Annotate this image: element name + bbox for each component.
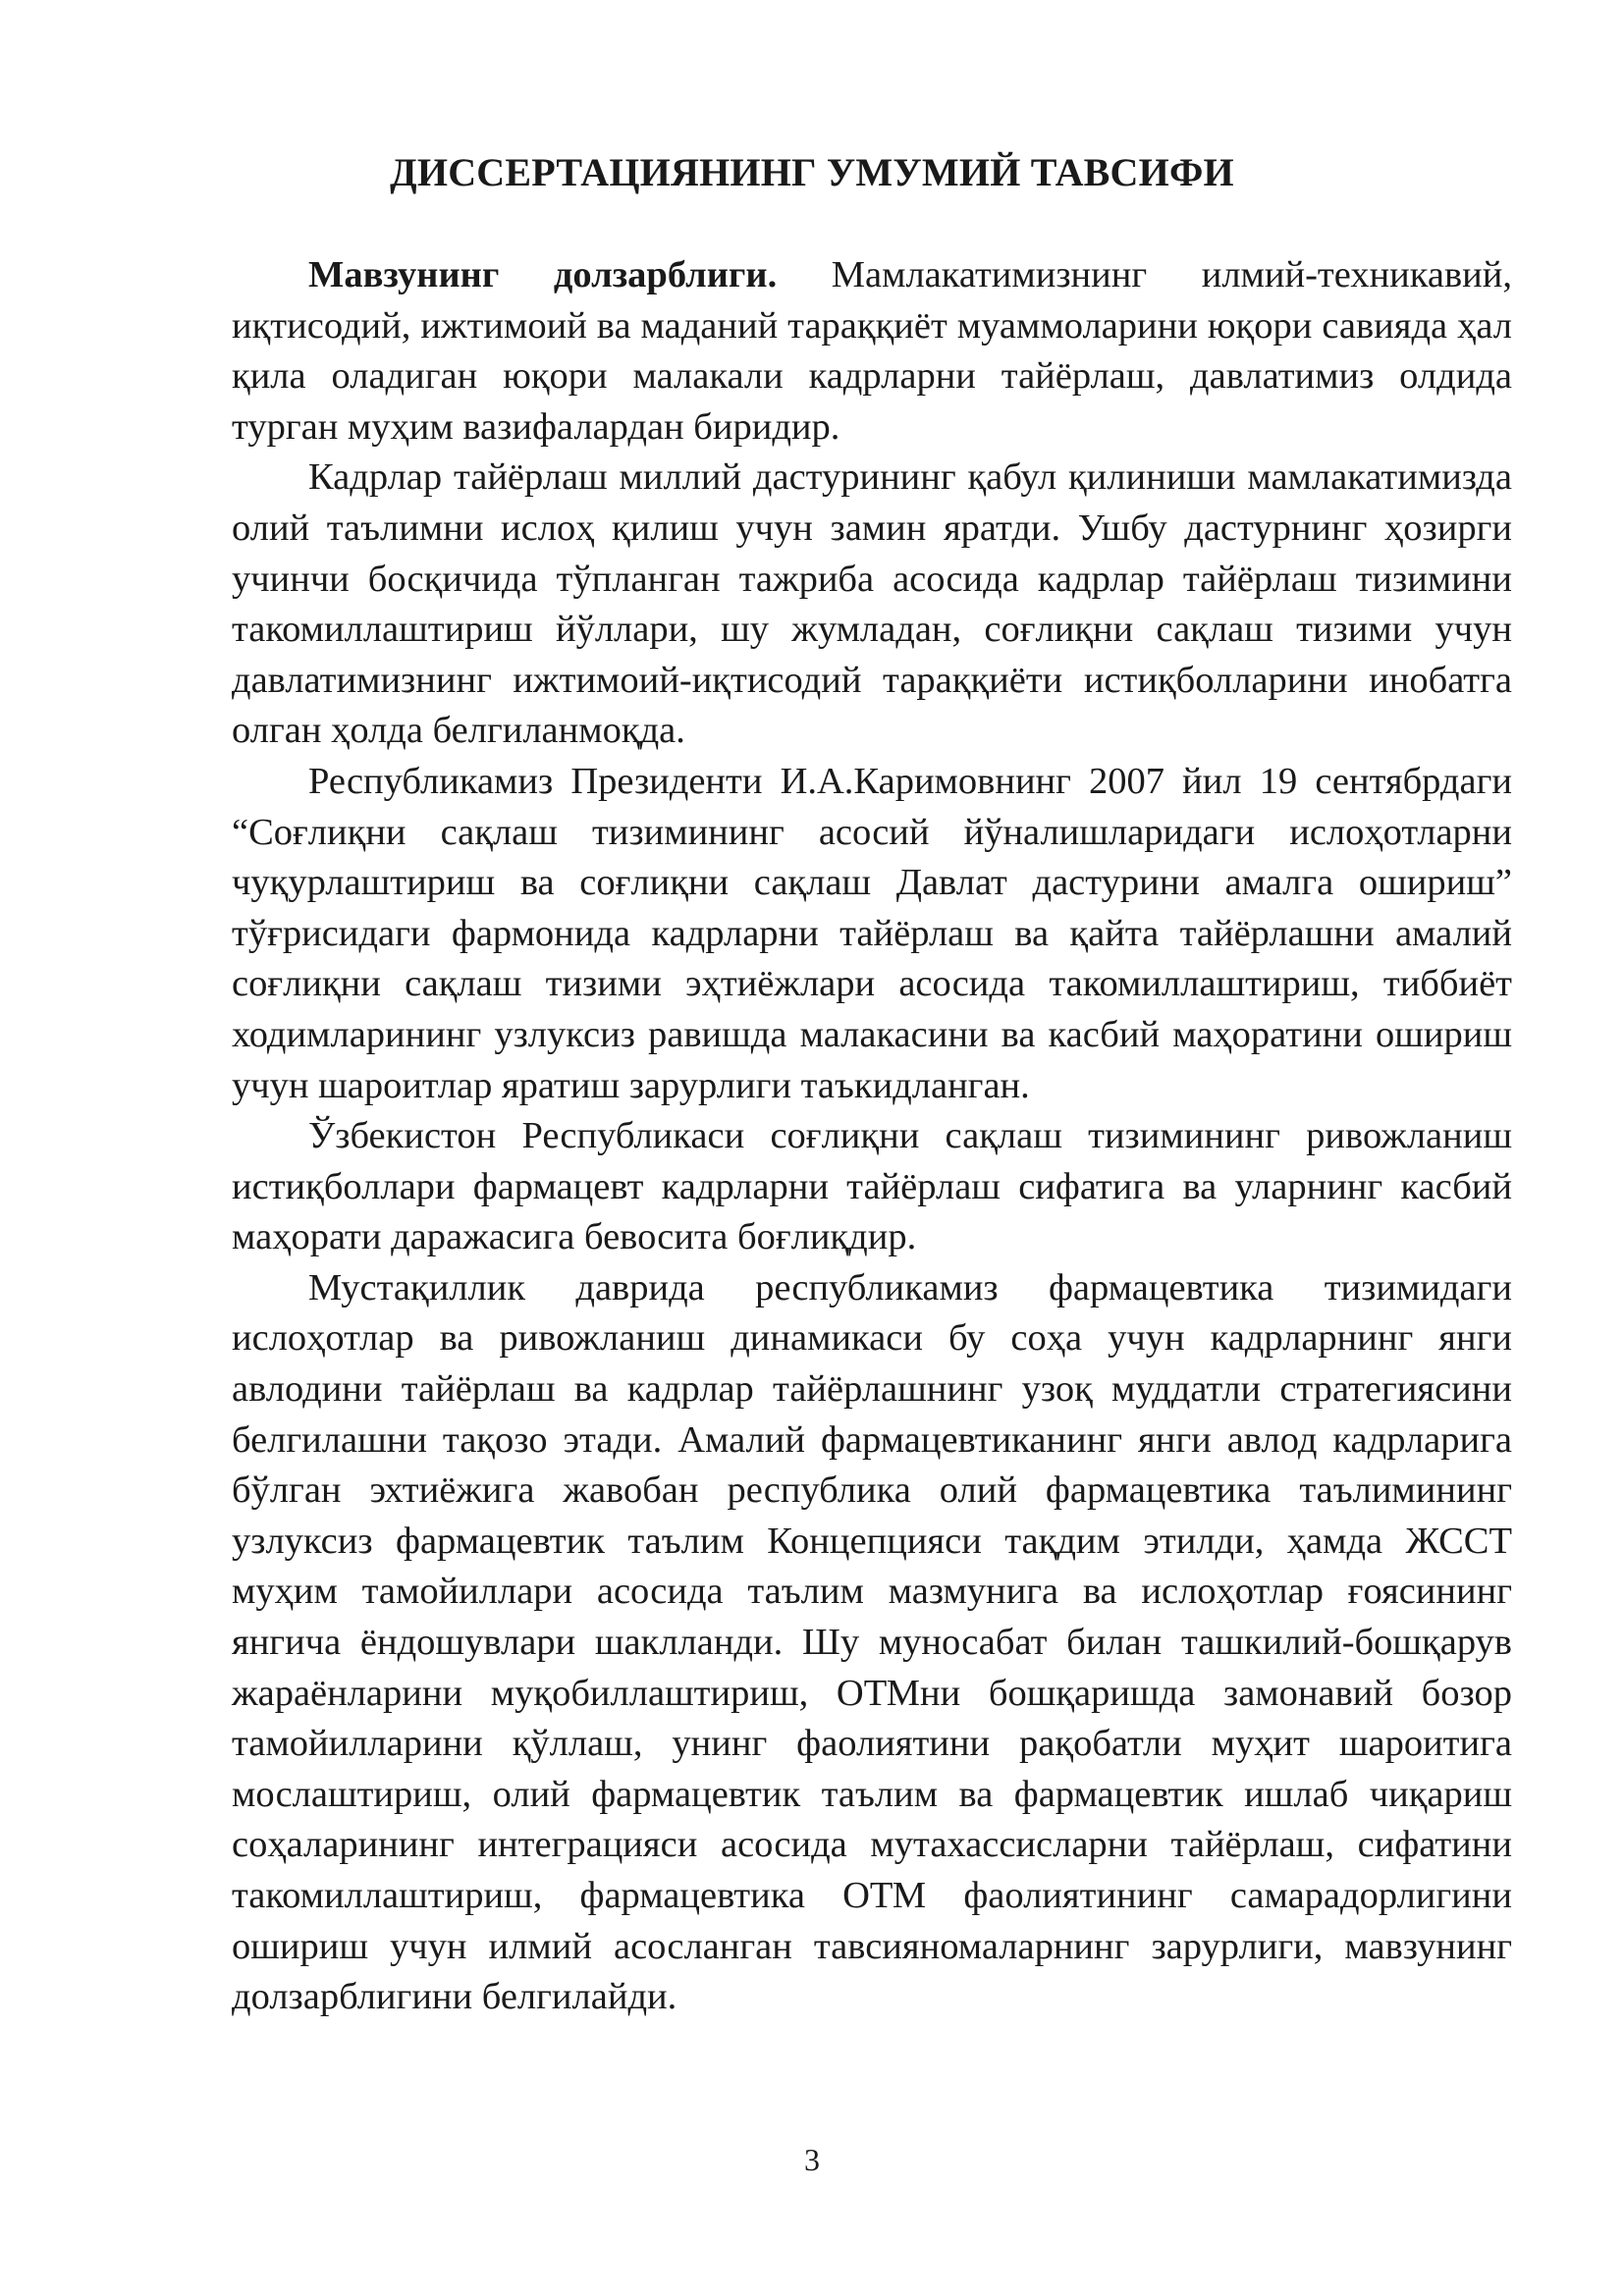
paragraph-national-program: Кадрлар тайёрлаш миллий дастурининг қабул қилиниши мамлакатимизда олий таълимни ислоҳ қилиш учун замин яратди. Ушбу дастурнинг ҳозирги учинчи босқичида тўпланган тажриба асосида кадрлар тайёрлаш тизимини такомиллаштириш йўллари, шу жумладан, соғлиқни сақлаш тизими учун давлатимизнинг ижтимоий-иқтисодий тараққиёти истиқболларини инобатга олган ҳолда белгиланмоқда.	[232, 456, 1512, 752]
paragraph-presidential-decree: Республикамиз Президенти И.А.Каримовнинг 2007 йил 19 сентябрдаги “Соғлиқни сақлаш тизимининг асосий йўналишларидаги ислоҳотларни чуқурлаштириш ва соғлиқни сақлаш Давлат дастурини амалга ошириш” тўғрисидаги фармонида кадрларни тайёрлаш ва қайта тайёрлашни амалий соғлиқни сақлаш тизими эҳтиёжлари асосида такомиллаштириш, тиббиёт ходимларининг узлуксиз равишда малакасини ва касбий маҳоратини ошириш учун шароитлар яратиш зарурлиги таъкидланган.	[232, 760, 1512, 1106]
page-number: 3	[804, 2142, 820, 2177]
page-title: ДИССЕРТАЦИЯНИНГ УМУМИЙ ТАВСИФИ	[390, 150, 1234, 194]
paragraph-lead-heading: Мавзунинг долзарблиги.	[308, 254, 778, 295]
paragraph-text: Мамлакатимизнинг илмий-техникавий, иқтисодий, ижтимоий ва маданий тараққиёт муаммоларини юқори савияда ҳал қила оладиган юқори малакали кадрларни тайёрлаш, давлатимиз олдида турган муҳим вазифалардан биридир.	[232, 254, 1513, 448]
body-text	[232, 250, 1512, 2023]
paragraph-relevance	[232, 250, 1512, 453]
paragraph-healthcare-prospects: Ўзбекистон Республикаси соғлиқни сақлаш тизимининг ривожланиш истиқболлари фармацевт кадрларни тайёрлаш сифатига ва уларнинг касбий маҳорати даражасига бевосита боғлиқдир.	[232, 1115, 1512, 1258]
paragraph-pharmacy-reforms: Мустақиллик даврида республикамиз фармацевтика тизимидаги ислоҳотлар ва ривожланиш динамикаси бу соҳа учун кадрларнинг янги авлодини тайёрлаш ва кадрлар тайёрлашнинг узоқ муддатли стратегиясини белгилашни тақозо этади. Амалий фармацевтиканинг янги авлод кадрларига бўлган эхтиёжига жавобан республика олий фармацевтика таълимининг узлуксиз фармацевтик таълим Концепцияси тақдим этилди, ҳамда ЖССТ муҳим тамойиллари асосида таълим мазмунига ва ислоҳотлар ғоясининг янгича ёндошувлари шаклланди. Шу муносабат билан ташкилий-бошқарув жараёнларини муқобиллаштириш, ОТМни бошқаришда замонавий бозор тамойилларини қўллаш, унинг фаолиятини рақобатли муҳит шароитига мослаштириш, олий фармацевтик таълим ва фармацевтик ишлаб чиқариш соҳаларининг интеграцияси асосида мутахассисларни тайёрлаш, сифатини такомиллаштириш, фармацевтика ОТМ фаолиятининг самарадорлигини ошириш учун илмий асосланган тавсияномаларнинг зарурлиги, мавзунинг долзарблигини белгилайди.	[232, 1266, 1512, 2018]
